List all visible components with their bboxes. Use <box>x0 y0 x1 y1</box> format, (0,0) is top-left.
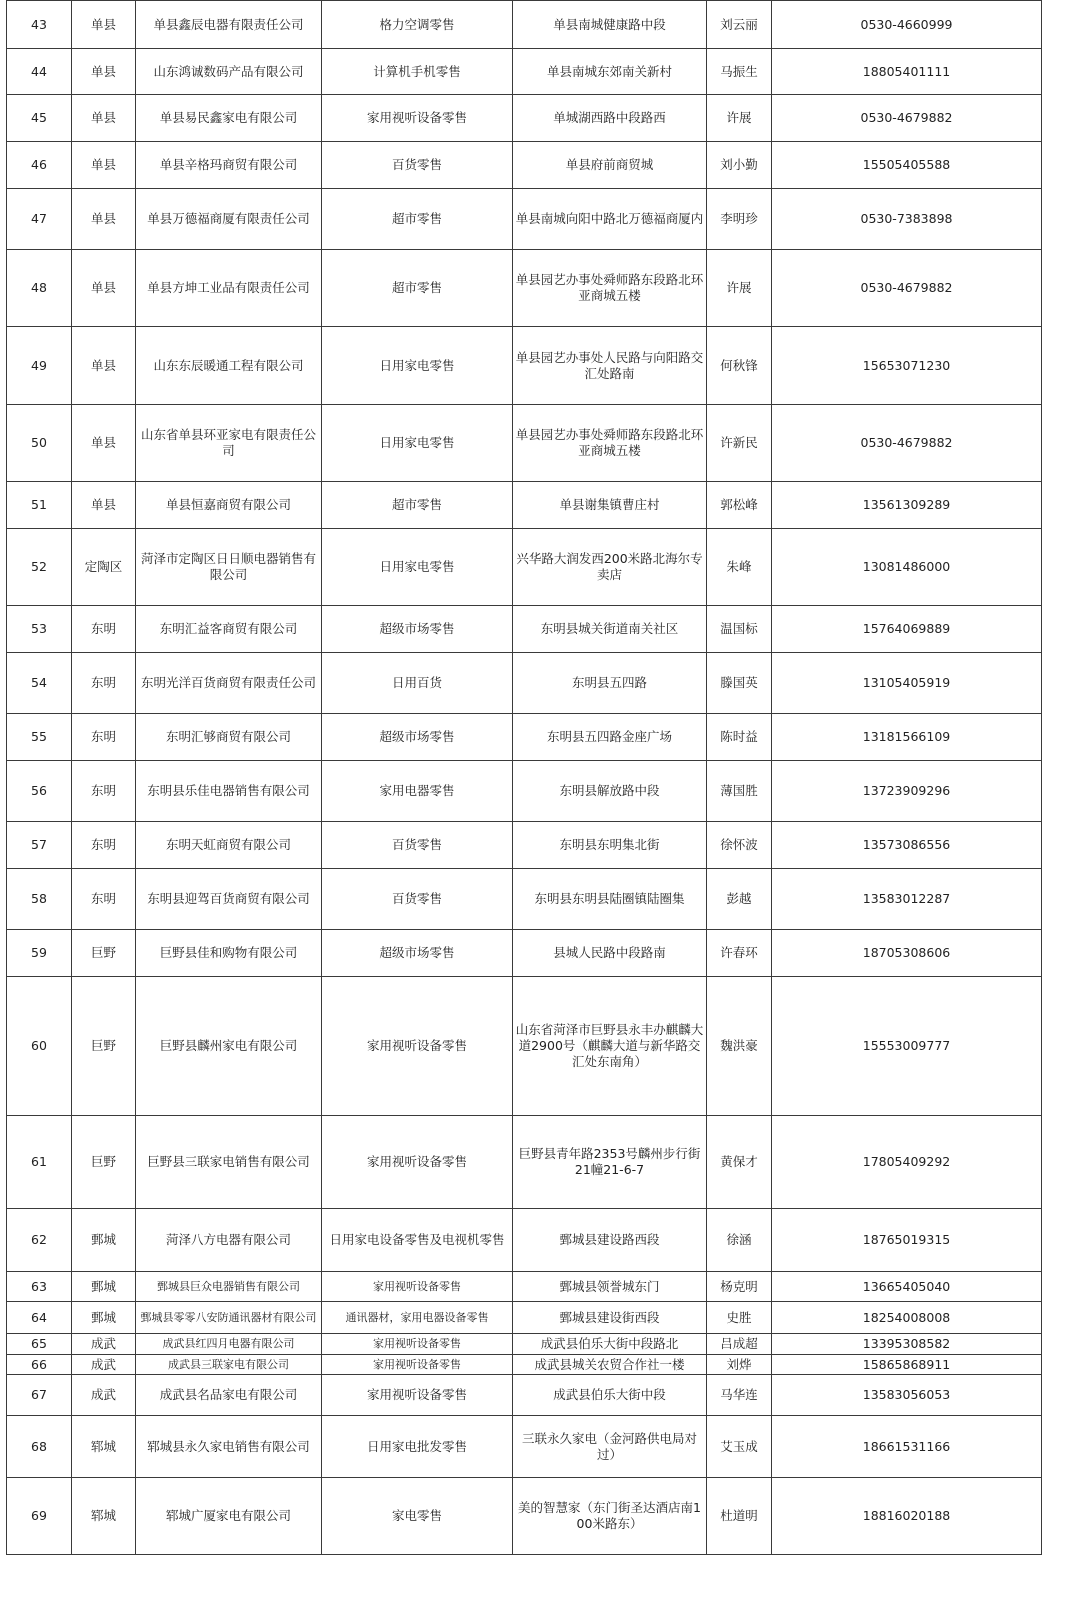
business-type-cell: 百货零售 <box>322 142 513 189</box>
phone-number-cell: 15553009777 <box>772 977 1042 1116</box>
contact-person-cell: 许展 <box>707 95 772 142</box>
business-type-cell: 超市零售 <box>322 250 513 327</box>
row-number-cell: 48 <box>7 250 72 327</box>
phone-number-cell: 18765019315 <box>772 1209 1042 1272</box>
address-cell: 成武县城关农贸合作社一楼 <box>513 1355 707 1375</box>
company-name-cell: 巨野县三联家电销售有限公司 <box>136 1116 322 1209</box>
county-cell: 东明 <box>72 761 136 822</box>
phone-number-cell: 15764069889 <box>772 606 1042 653</box>
table-row <box>7 1334 1042 1355</box>
business-type-cell: 超市零售 <box>322 482 513 529</box>
address-cell: 单城湖西路中段路西 <box>513 95 707 142</box>
contact-person-cell: 艾玉成 <box>707 1416 772 1478</box>
table-row <box>7 1116 1042 1209</box>
address-cell: 鄄城县领誉城东门 <box>513 1272 707 1302</box>
company-name-cell: 鄄城县零零八安防通讯器材有限公司 <box>136 1302 322 1334</box>
address-cell: 东明县解放路中段 <box>513 761 707 822</box>
company-name-cell: 成武县三联家电有限公司 <box>136 1355 322 1375</box>
business-type-cell: 日用家电零售 <box>322 327 513 405</box>
business-type-cell: 家用视听设备零售 <box>322 95 513 142</box>
contact-person-cell: 许春环 <box>707 930 772 977</box>
contact-person-cell: 郭松峰 <box>707 482 772 529</box>
county-cell: 东明 <box>72 653 136 714</box>
county-cell: 鄄城 <box>72 1209 136 1272</box>
row-number-cell: 68 <box>7 1416 72 1478</box>
county-cell: 巨野 <box>72 930 136 977</box>
company-name-cell: 鄄城县巨众电器销售有限公司 <box>136 1272 322 1302</box>
company-name-cell: 单县辛格玛商贸有限公司 <box>136 142 322 189</box>
row-number-cell: 51 <box>7 482 72 529</box>
row-number-cell: 66 <box>7 1355 72 1375</box>
phone-number-cell: 13583056053 <box>772 1375 1042 1416</box>
table-row <box>7 529 1042 606</box>
address-cell: 单县南城向阳中路北万德福商厦内 <box>513 189 707 250</box>
contact-person-cell: 黄保才 <box>707 1116 772 1209</box>
phone-number-cell: 13081486000 <box>772 529 1042 606</box>
company-name-cell: 东明光洋百货商贸有限责任公司 <box>136 653 322 714</box>
company-name-cell: 菏泽市定陶区日日顺电器销售有限公司 <box>136 529 322 606</box>
address-cell: 美的智慧家（东门街圣达酒店南100米路东） <box>513 1478 707 1555</box>
phone-number-cell: 13665405040 <box>772 1272 1042 1302</box>
table-row <box>7 142 1042 189</box>
retailer-table-container <box>6 0 1042 1555</box>
phone-number-cell: 0530-4679882 <box>772 95 1042 142</box>
county-cell: 单县 <box>72 250 136 327</box>
table-row <box>7 482 1042 529</box>
county-cell: 鄄城 <box>72 1302 136 1334</box>
county-cell: 鄄城 <box>72 1272 136 1302</box>
phone-number-cell: 0530-7383898 <box>772 189 1042 250</box>
table-row <box>7 1209 1042 1272</box>
address-cell: 成武县伯乐大街中段 <box>513 1375 707 1416</box>
business-type-cell: 超级市场零售 <box>322 930 513 977</box>
contact-person-cell: 刘云丽 <box>707 1 772 49</box>
company-name-cell: 东明县迎驾百货商贸有限公司 <box>136 869 322 930</box>
company-name-cell: 东明天虹商贸有限公司 <box>136 822 322 869</box>
address-cell: 山东省菏泽市巨野县永丰办麒麟大道2900号（麒麟大道与新华路交汇处东南角） <box>513 977 707 1116</box>
company-name-cell: 成武县名品家电有限公司 <box>136 1375 322 1416</box>
table-row <box>7 822 1042 869</box>
table-row <box>7 1272 1042 1302</box>
row-number-cell: 57 <box>7 822 72 869</box>
address-cell: 单县南城健康路中段 <box>513 1 707 49</box>
business-type-cell: 家用视听设备零售 <box>322 1116 513 1209</box>
county-cell: 单县 <box>72 49 136 95</box>
row-number-cell: 54 <box>7 653 72 714</box>
contact-person-cell: 刘烨 <box>707 1355 772 1375</box>
phone-number-cell: 15865868911 <box>772 1355 1042 1375</box>
address-cell: 三联永久家电（金河路供电局对过） <box>513 1416 707 1478</box>
table-row <box>7 1478 1042 1555</box>
county-cell: 成武 <box>72 1355 136 1375</box>
contact-person-cell: 魏洪豪 <box>707 977 772 1116</box>
county-cell: 成武 <box>72 1375 136 1416</box>
business-type-cell: 格力空调零售 <box>322 1 513 49</box>
address-cell: 单县园艺办事处舜师路东段路北环亚商城五楼 <box>513 250 707 327</box>
address-cell: 东明县城关街道南关社区 <box>513 606 707 653</box>
phone-number-cell: 13723909296 <box>772 761 1042 822</box>
county-cell: 东明 <box>72 869 136 930</box>
company-name-cell: 山东东辰暖通工程有限公司 <box>136 327 322 405</box>
table-row <box>7 606 1042 653</box>
company-name-cell: 东明县乐佳电器销售有限公司 <box>136 761 322 822</box>
table-row <box>7 1 1042 49</box>
address-cell: 东明县五四路金座广场 <box>513 714 707 761</box>
contact-person-cell: 马振生 <box>707 49 772 95</box>
phone-number-cell: 17805409292 <box>772 1116 1042 1209</box>
company-name-cell: 单县方坤工业品有限责任公司 <box>136 250 322 327</box>
address-cell: 单县谢集镇曹庄村 <box>513 482 707 529</box>
county-cell: 东明 <box>72 606 136 653</box>
contact-person-cell: 杨克明 <box>707 1272 772 1302</box>
contact-person-cell: 朱峰 <box>707 529 772 606</box>
row-number-cell: 53 <box>7 606 72 653</box>
company-name-cell: 郓城县永久家电销售有限公司 <box>136 1416 322 1478</box>
phone-number-cell: 13573086556 <box>772 822 1042 869</box>
county-cell: 单县 <box>72 1 136 49</box>
phone-number-cell: 15653071230 <box>772 327 1042 405</box>
row-number-cell: 43 <box>7 1 72 49</box>
company-name-cell: 郓城广厦家电有限公司 <box>136 1478 322 1555</box>
phone-number-cell: 13395308582 <box>772 1334 1042 1355</box>
contact-person-cell: 吕成超 <box>707 1334 772 1355</box>
table-row <box>7 1416 1042 1478</box>
table-row <box>7 1355 1042 1375</box>
county-cell: 单县 <box>72 95 136 142</box>
company-name-cell: 菏泽八方电器有限公司 <box>136 1209 322 1272</box>
company-name-cell: 单县万德福商厦有限责任公司 <box>136 189 322 250</box>
contact-person-cell: 史胜 <box>707 1302 772 1334</box>
row-number-cell: 65 <box>7 1334 72 1355</box>
row-number-cell: 45 <box>7 95 72 142</box>
business-type-cell: 超级市场零售 <box>322 714 513 761</box>
address-cell: 东明县五四路 <box>513 653 707 714</box>
business-type-cell: 家用视听设备零售 <box>322 977 513 1116</box>
county-cell: 东明 <box>72 822 136 869</box>
address-cell: 单县园艺办事处舜师路东段路北环亚商城五楼 <box>513 405 707 482</box>
table-row <box>7 1375 1042 1416</box>
phone-number-cell: 18805401111 <box>772 49 1042 95</box>
table-row <box>7 653 1042 714</box>
row-number-cell: 63 <box>7 1272 72 1302</box>
phone-number-cell: 18816020188 <box>772 1478 1042 1555</box>
contact-person-cell: 许新民 <box>707 405 772 482</box>
business-type-cell: 超级市场零售 <box>322 606 513 653</box>
business-type-cell: 家用视听设备零售 <box>322 1334 513 1355</box>
business-type-cell: 家用视听设备零售 <box>322 1355 513 1375</box>
row-number-cell: 59 <box>7 930 72 977</box>
phone-number-cell: 18254008008 <box>772 1302 1042 1334</box>
county-cell: 单县 <box>72 482 136 529</box>
company-name-cell: 山东省单县环亚家电有限责任公司 <box>136 405 322 482</box>
table-row <box>7 761 1042 822</box>
row-number-cell: 69 <box>7 1478 72 1555</box>
address-cell: 单县园艺办事处人民路与向阳路交汇处路南 <box>513 327 707 405</box>
business-type-cell: 家用视听设备零售 <box>322 1375 513 1416</box>
contact-person-cell: 许展 <box>707 250 772 327</box>
row-number-cell: 60 <box>7 977 72 1116</box>
county-cell: 单县 <box>72 189 136 250</box>
contact-person-cell: 徐涵 <box>707 1209 772 1272</box>
company-name-cell: 山东鸿诚数码产品有限公司 <box>136 49 322 95</box>
phone-number-cell: 13583012287 <box>772 869 1042 930</box>
row-number-cell: 56 <box>7 761 72 822</box>
table-row <box>7 930 1042 977</box>
business-type-cell: 通讯器材，家用电器设备零售 <box>322 1302 513 1334</box>
address-cell: 单县南城东郊南关新村 <box>513 49 707 95</box>
business-type-cell: 家用电器零售 <box>322 761 513 822</box>
row-number-cell: 61 <box>7 1116 72 1209</box>
row-number-cell: 49 <box>7 327 72 405</box>
company-name-cell: 巨野县佳和购物有限公司 <box>136 930 322 977</box>
row-number-cell: 44 <box>7 49 72 95</box>
contact-person-cell: 刘小勤 <box>707 142 772 189</box>
contact-person-cell: 温国标 <box>707 606 772 653</box>
row-number-cell: 67 <box>7 1375 72 1416</box>
row-number-cell: 52 <box>7 529 72 606</box>
contact-person-cell: 薄国胜 <box>707 761 772 822</box>
county-cell: 定陶区 <box>72 529 136 606</box>
company-name-cell: 单县恒嘉商贸有限公司 <box>136 482 322 529</box>
contact-person-cell: 陈时益 <box>707 714 772 761</box>
business-type-cell: 家电零售 <box>322 1478 513 1555</box>
county-cell: 单县 <box>72 405 136 482</box>
phone-number-cell: 13561309289 <box>772 482 1042 529</box>
phone-number-cell: 13181566109 <box>772 714 1042 761</box>
business-type-cell: 计算机手机零售 <box>322 49 513 95</box>
address-cell: 鄄城县建设路西段 <box>513 1209 707 1272</box>
row-number-cell: 47 <box>7 189 72 250</box>
table-row <box>7 49 1042 95</box>
contact-person-cell: 杜道明 <box>707 1478 772 1555</box>
retailer-table-body <box>7 1 1042 1555</box>
retailer-table <box>6 0 1042 1555</box>
address-cell: 东明县东明集北街 <box>513 822 707 869</box>
phone-number-cell: 13105405919 <box>772 653 1042 714</box>
row-number-cell: 55 <box>7 714 72 761</box>
table-row <box>7 714 1042 761</box>
table-row <box>7 1302 1042 1334</box>
county-cell: 郓城 <box>72 1416 136 1478</box>
phone-number-cell: 0530-4660999 <box>772 1 1042 49</box>
business-type-cell: 日用家电零售 <box>322 405 513 482</box>
county-cell: 东明 <box>72 714 136 761</box>
county-cell: 单县 <box>72 142 136 189</box>
county-cell: 巨野 <box>72 1116 136 1209</box>
row-number-cell: 62 <box>7 1209 72 1272</box>
county-cell: 巨野 <box>72 977 136 1116</box>
contact-person-cell: 李明珍 <box>707 189 772 250</box>
row-number-cell: 46 <box>7 142 72 189</box>
business-type-cell: 日用家电批发零售 <box>322 1416 513 1478</box>
business-type-cell: 超市零售 <box>322 189 513 250</box>
table-row <box>7 250 1042 327</box>
business-type-cell: 日用家电设备零售及电视机零售 <box>322 1209 513 1272</box>
contact-person-cell: 滕国英 <box>707 653 772 714</box>
address-cell: 巨野县青年路2353号麟州步行街21幢21-6-7 <box>513 1116 707 1209</box>
table-row <box>7 95 1042 142</box>
table-row <box>7 405 1042 482</box>
contact-person-cell: 马华连 <box>707 1375 772 1416</box>
address-cell: 兴华路大润发西200米路北海尔专卖店 <box>513 529 707 606</box>
company-name-cell: 单县鑫辰电器有限责任公司 <box>136 1 322 49</box>
company-name-cell: 东明汇益客商贸有限公司 <box>136 606 322 653</box>
contact-person-cell: 何秋锋 <box>707 327 772 405</box>
county-cell: 郓城 <box>72 1478 136 1555</box>
business-type-cell: 日用家电零售 <box>322 529 513 606</box>
contact-person-cell: 彭越 <box>707 869 772 930</box>
phone-number-cell: 18705308606 <box>772 930 1042 977</box>
row-number-cell: 64 <box>7 1302 72 1334</box>
table-row <box>7 977 1042 1116</box>
phone-number-cell: 0530-4679882 <box>772 250 1042 327</box>
business-type-cell: 百货零售 <box>322 822 513 869</box>
company-name-cell: 东明汇够商贸有限公司 <box>136 714 322 761</box>
company-name-cell: 单县易民鑫家电有限公司 <box>136 95 322 142</box>
table-row <box>7 327 1042 405</box>
contact-person-cell: 徐怀波 <box>707 822 772 869</box>
county-cell: 成武 <box>72 1334 136 1355</box>
phone-number-cell: 15505405588 <box>772 142 1042 189</box>
phone-number-cell: 18661531166 <box>772 1416 1042 1478</box>
company-name-cell: 巨野县麟州家电有限公司 <box>136 977 322 1116</box>
address-cell: 鄄城县建设街西段 <box>513 1302 707 1334</box>
phone-number-cell: 0530-4679882 <box>772 405 1042 482</box>
company-name-cell: 成武县红四月电器有限公司 <box>136 1334 322 1355</box>
county-cell: 单县 <box>72 327 136 405</box>
address-cell: 单县府前商贸城 <box>513 142 707 189</box>
address-cell: 东明县东明县陆圈镇陆圈集 <box>513 869 707 930</box>
business-type-cell: 日用百货 <box>322 653 513 714</box>
address-cell: 成武县伯乐大街中段路北 <box>513 1334 707 1355</box>
business-type-cell: 家用视听设备零售 <box>322 1272 513 1302</box>
row-number-cell: 50 <box>7 405 72 482</box>
row-number-cell: 58 <box>7 869 72 930</box>
table-row <box>7 869 1042 930</box>
table-row <box>7 189 1042 250</box>
address-cell: 县城人民路中段路南 <box>513 930 707 977</box>
business-type-cell: 百货零售 <box>322 869 513 930</box>
